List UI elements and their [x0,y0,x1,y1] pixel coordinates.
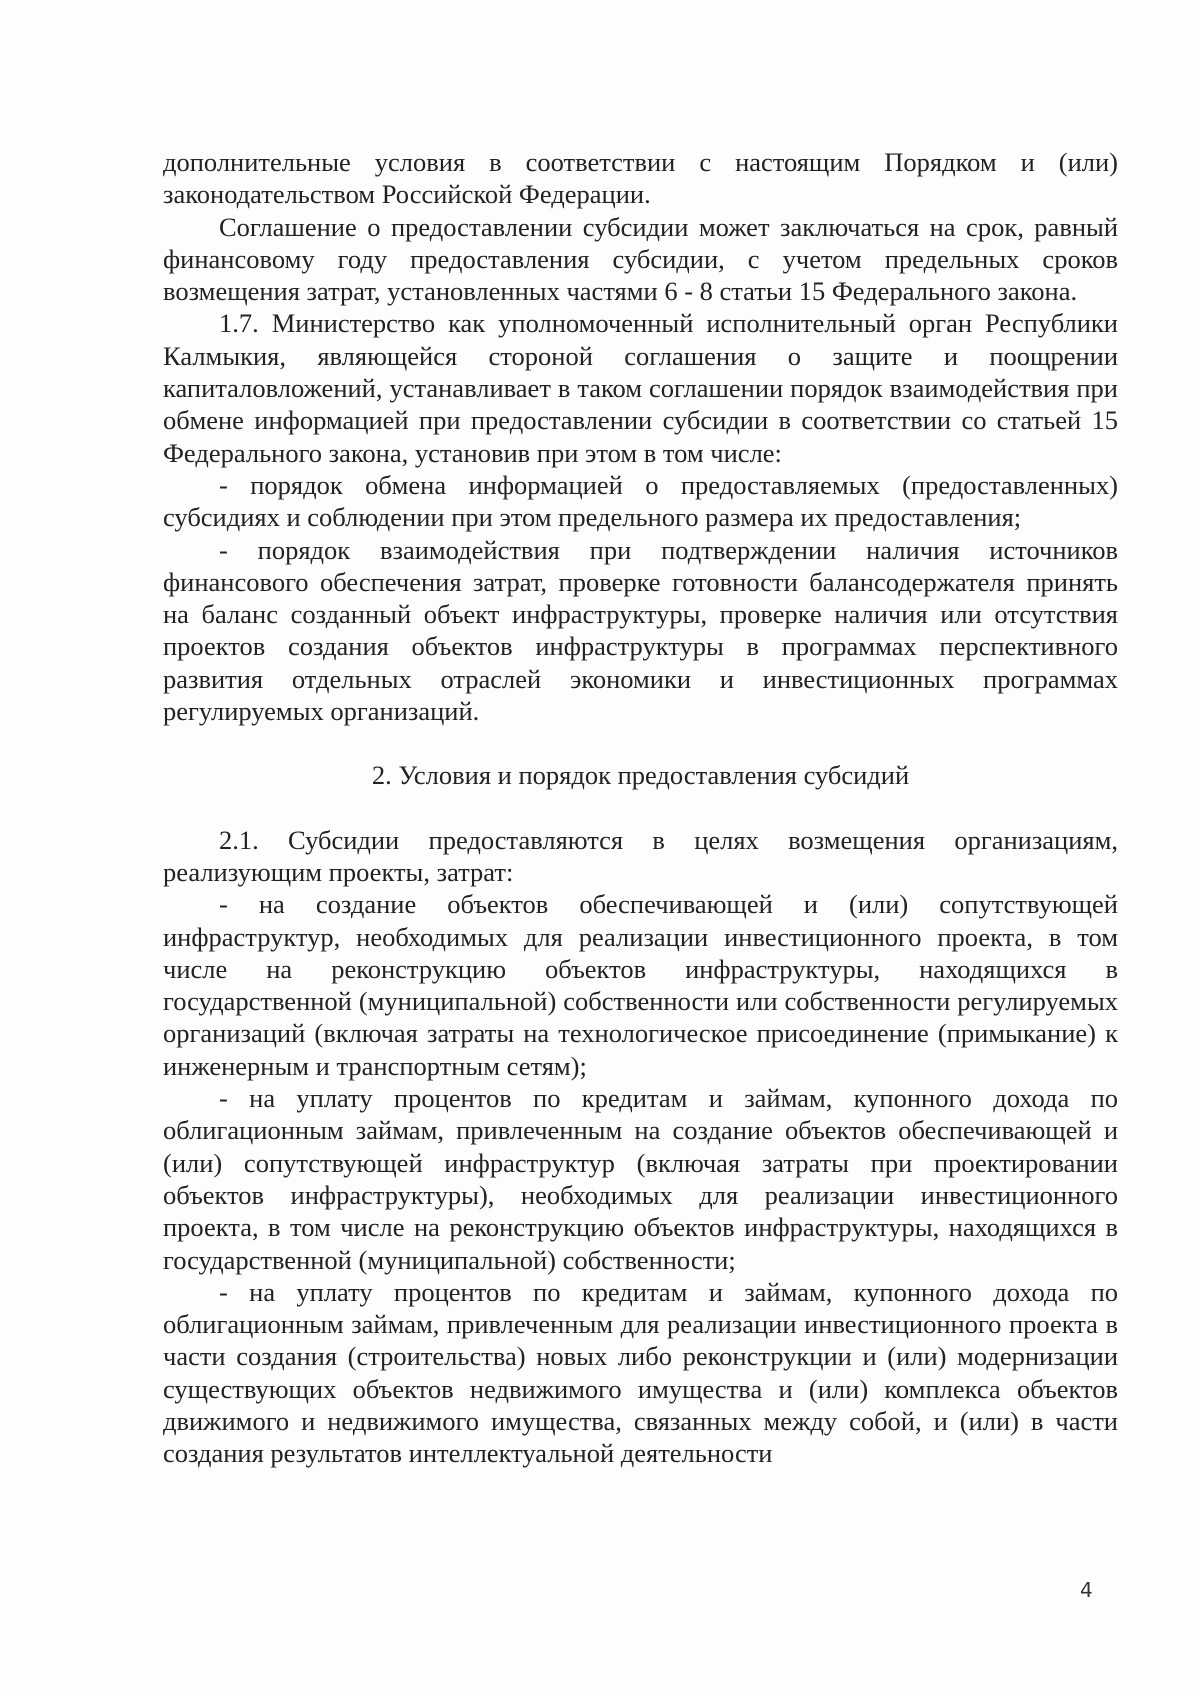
paragraph-continuation: дополнительные условия в соответствии с настоящим Порядком и (или) законодательством Российской Федерации. [163,147,1118,210]
paragraph-1-7: 1.7. Министерство как уполномоченный исполнительный орган Республики Калмыкия, являющейся стороной соглашения о защите и поощрении капиталовложений, устанавливает в таком соглашении порядок взаимодействия при обмене информацией при предоставлении субсидии в соответствии со статьей 15 Федерального закона, установив при этом в том числе: [163,308,1118,468]
paragraph-agreement-term: Соглашение о предоставлении субсидии может заключаться на срок, равный финансовому году предоставления субсидии, с учетом предельных сроков возмещения затрат, установленных частями 6 - 8 статьи 15 Федерального закона. [163,211,1118,307]
section-heading: 2. Условия и порядок предоставления субсидий [371,760,910,791]
paragraph-2-1: 2.1. Субсидии предоставляются в целях возмещения организациям, реализующим проекты, затрат: [163,824,1118,887]
list-item-interest-investment: - на уплату процентов по кредитам и займам, купонного дохода по облигационным займам, привлеченным для реализации инвестиционного проекта в части создания (строительства) новых либо реконструкции и (или) модернизации существующих объектов недвижимого имущества и (или) комплекса объектов движимого и недвижимого имущества, связанных между собой, и (или) в части создания результатов интеллектуальной деятельности [163,1276,1118,1469]
list-item-interest-infrastructure: - на уплату процентов по кредитам и займам, купонного дохода по облигационным займам, привлеченным на создание объектов обеспечивающей и (или) сопутствующей инфраструктур (включая затраты при проектировании объектов инфраструктуры), необходимых для реализации инвестиционного проекта, в том числе на реконструкцию объектов инфраструктуры, находящихся в государственной (муниципальной) собственности; [163,1083,1118,1275]
list-item-info-exchange: - порядок обмена информацией о предоставляемых (предоставленных) субсидиях и соблюдении при этом предельного размера их предоставления; [163,469,1118,533]
list-item-interaction-order: - порядок взаимодействия при подтверждении наличия источников финансового обеспечения затрат, проверке готовности балансодержателя принять на баланс созданный объект инфраструктуры, проверке наличия или отсутствия проектов создания объектов инфраструктуры в программах перспективного развития отдельных отраслей экономики и инвестиционных программах регулируемых организаций. [163,534,1118,727]
document-body [163,146,1118,1470]
list-item-infrastructure: - на создание объектов обеспечивающей и (или) сопутствующей инфраструктур, необходимых для реализации инвестиционного проекта, в том числе на реконструкцию объектов инфраструктуры, находящихся в государственной (муниципальной) собственности или собственности регулируемых организаций (включая затраты на технологическое присоединение (примыкание) к инженерным и транспортным сетям); [163,889,1118,1081]
page-number: 4 [1080,1578,1093,1602]
